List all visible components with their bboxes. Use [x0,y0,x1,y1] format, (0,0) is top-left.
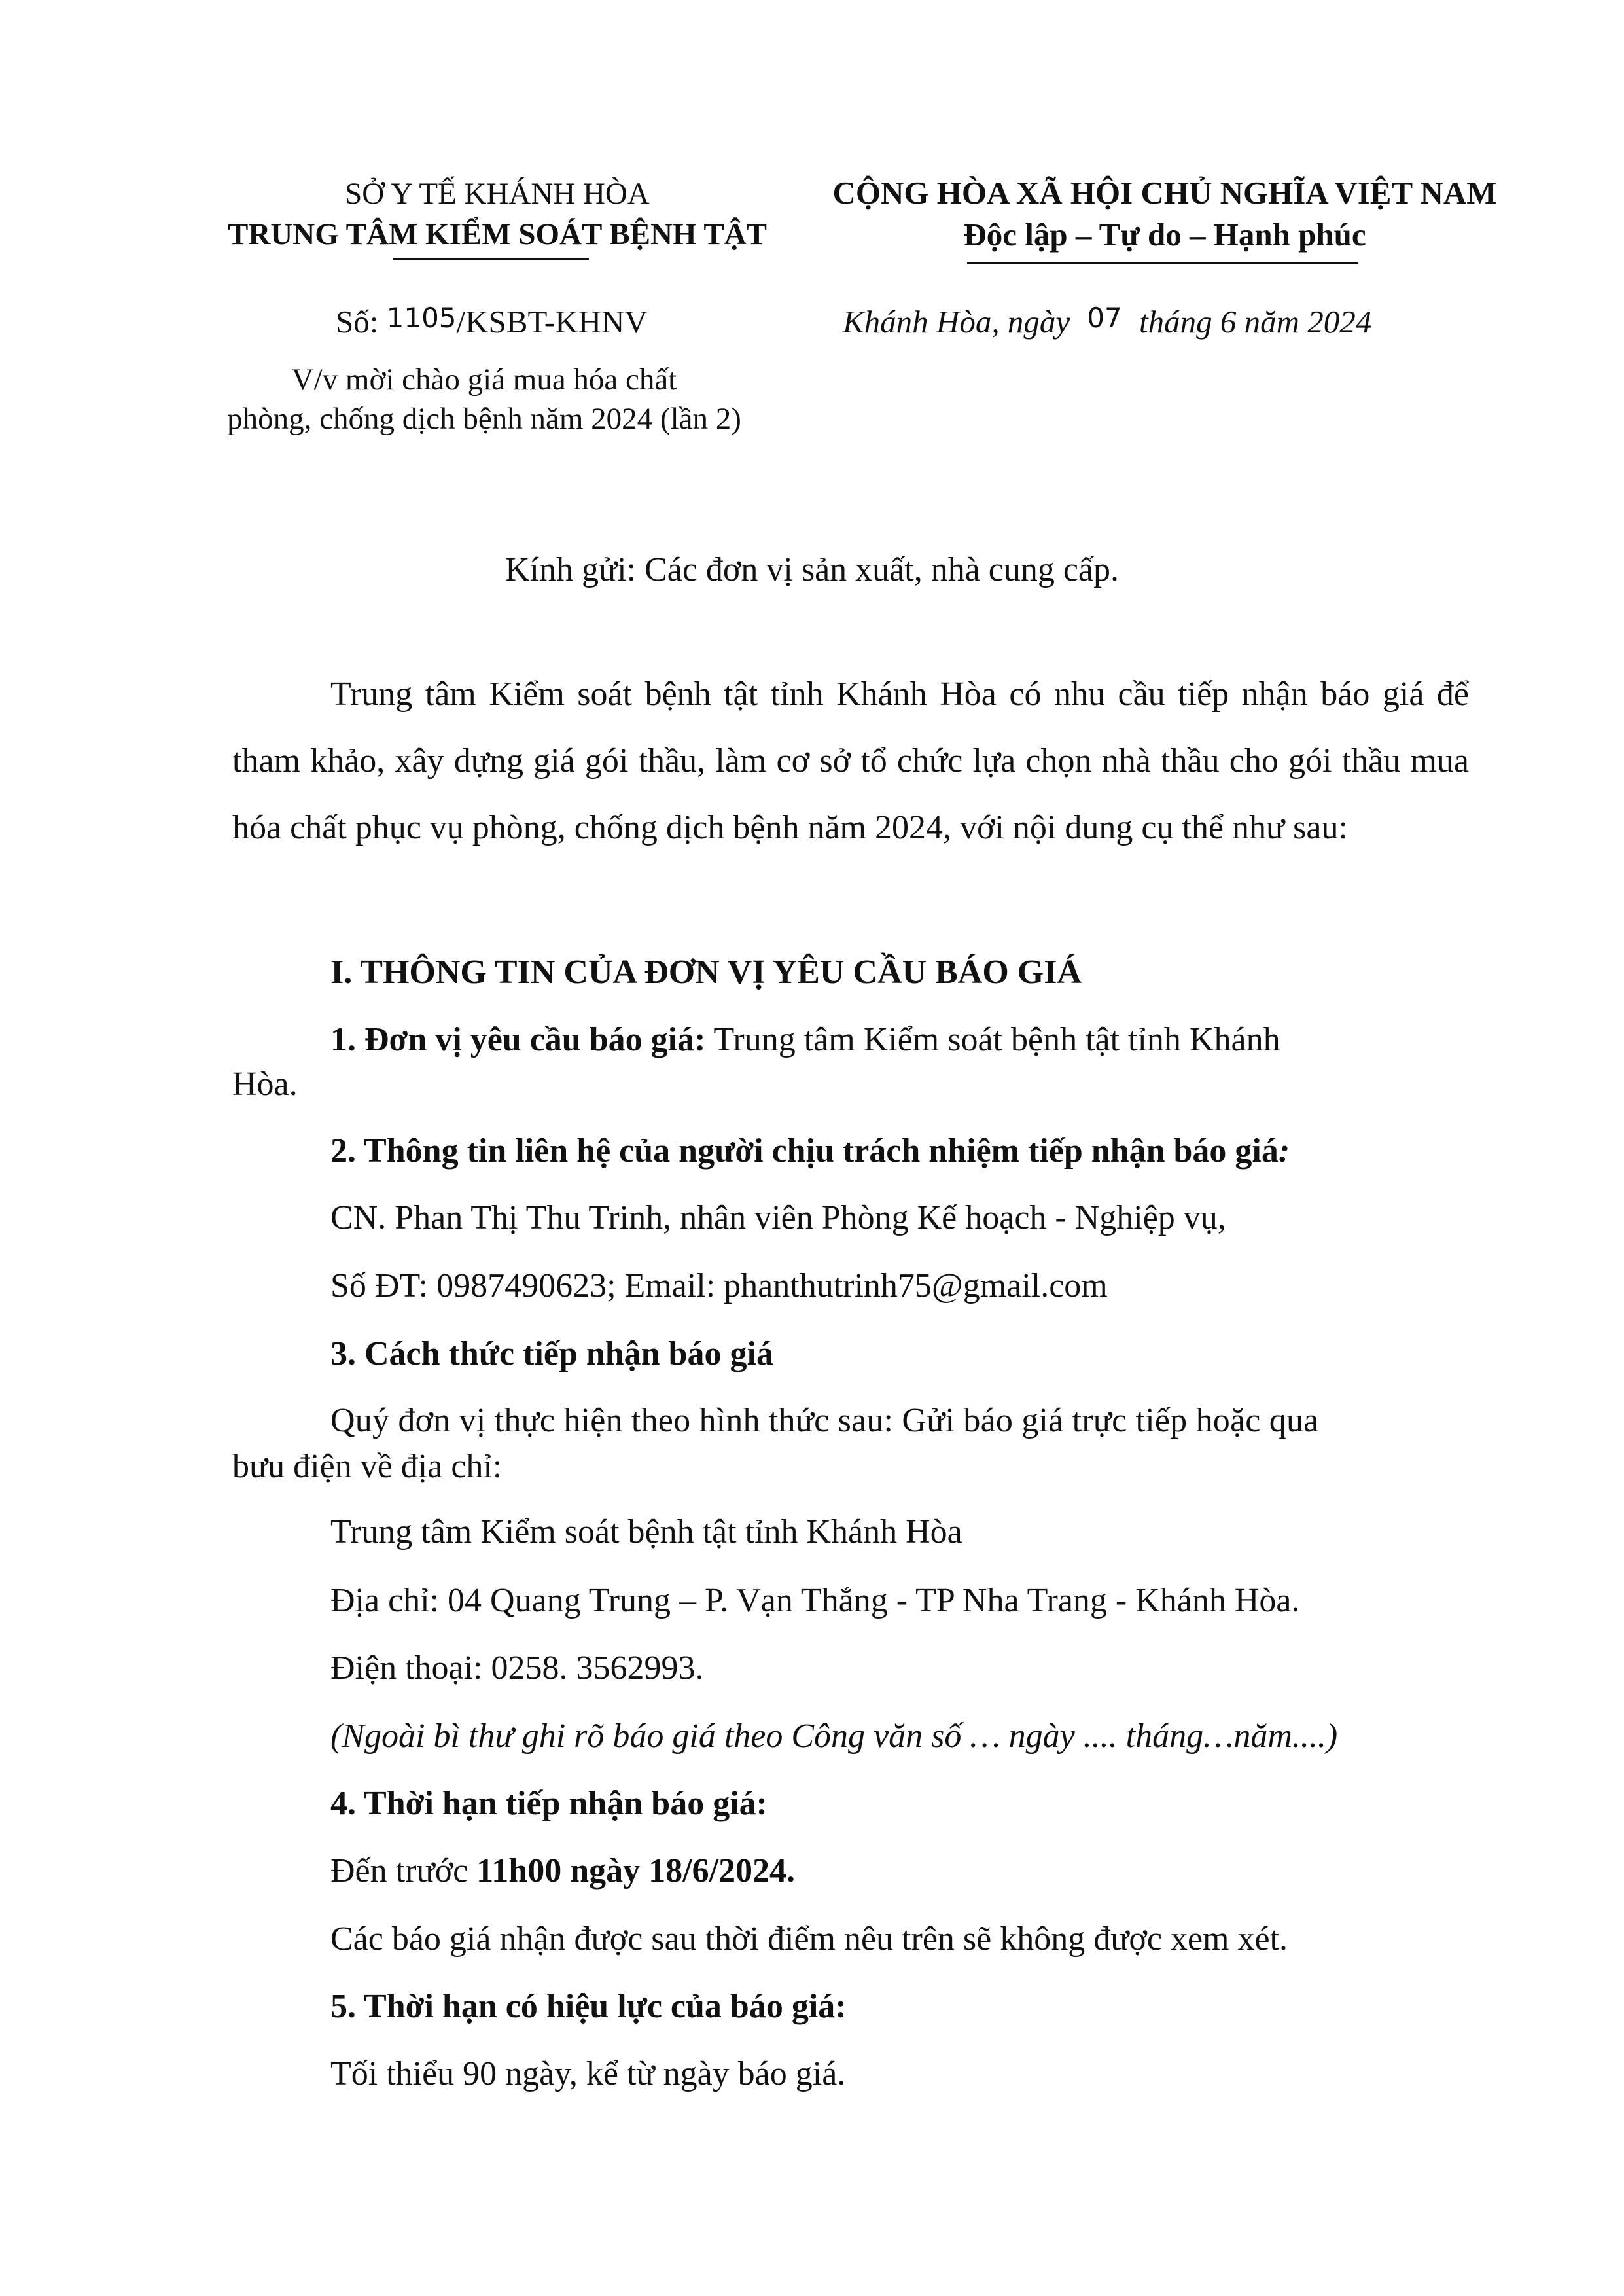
date-prefix: Khánh Hòa, ngày [843,304,1070,340]
motto-underline [967,262,1358,264]
subject-line-1: V/v mời chào giá mua hóa chất [291,363,677,397]
item-5-value: Tối thiểu 90 ngày, kể từ ngày báo giá. [330,2055,846,2092]
item-1-label: 1. Đơn vị yêu cầu báo giá: [330,1021,706,1058]
document-number-prefix: Số: [336,304,379,340]
item-2 [330,1131,1290,1172]
document-number [336,303,648,342]
item-2-contact: Số ĐT: 0987490623; Email: phanthutrinh75@gmail.com [330,1267,1108,1304]
document-number-suffix: /KSBT-KHNV [456,304,648,340]
item-1-value: Trung tâm Kiểm soát bệnh tật tỉnh Khánh [713,1021,1280,1058]
subject-line-2: phòng, chống dịch bệnh năm 2024 (lần 2) [227,402,741,436]
item-4-deadline-prefix: Đến trước [330,1852,468,1890]
item-2-colon: : [1278,1132,1290,1170]
item-1-value-continued: Hòa. [232,1066,298,1103]
country-name: CỘNG HÒA XÃ HỘI CHỦ NGHĨA VIỆT NAM [832,175,1497,211]
item-2-person: CN. Phan Thị Thu Trinh, nhân viên Phòng Kế hoạch - Nghiệp vụ, [330,1199,1226,1236]
item-3-organization: Trung tâm Kiểm soát bệnh tật tỉnh Khánh Hòa [330,1513,962,1551]
date-day: 07 [1087,302,1122,334]
section-1-title: I. THÔNG TIN CỦA ĐƠN VỊ YÊU CẦU BÁO GIÁ [330,954,1082,991]
intro-paragraph: Trung tâm Kiểm soát bệnh tật tỉnh Khánh Hòa có nhu cầu tiếp nhận báo giá để tham khảo, xây dựng giá gói thầu, làm cơ sở tổ chức lựa chọn nhà thầu cho gói thầu mua hóa chất phục vụ phòng, chống dịch bệnh năm 2024, với nội dung cụ thể như sau: [232,675,1469,846]
salutation: Kính gửi: Các đơn vị sản xuất, nhà cung cấp. [504,551,1120,588]
agency-name: TRUNG TÂM KIỂM SOÁT BỆNH TẬT [228,217,767,251]
national-motto: Độc lập – Tự do – Hạnh phúc [963,217,1366,253]
item-3-line-2: bưu điện về địa chỉ: [232,1448,503,1485]
item-4-deadline-value: 11h00 ngày 18/6/2024. [476,1852,796,1890]
item-2-label: 2. Thông tin liên hệ của người chịu trách nhiệm tiếp nhận báo giá [330,1132,1279,1170]
document-date [843,303,1371,342]
item-3-phone: Điện thoại: 0258. 3562993. [330,1649,704,1687]
date-suffix: tháng 6 năm 2024 [1139,304,1372,340]
item-1 [330,1020,1280,1060]
item-4-note: Các báo giá nhận được sau thời điểm nêu trên sẽ không được xem xét. [330,1920,1288,1958]
item-3-address: Địa chỉ: 04 Quang Trung – P. Vạn Thắng - TP Nha Trang - Khánh Hòa. [330,1582,1300,1619]
item-4-deadline [330,1851,795,1892]
item-5-label: 5. Thời hạn có hiệu lực của báo giá: [330,1988,847,2025]
item-4-label: 4. Thời hạn tiếp nhận báo giá: [330,1785,768,1822]
agency-parent: SỞ Y TẾ KHÁNH HÒA [345,177,650,211]
item-3-line-1: Quý đơn vị thực hiện theo hình thức sau: Gửi báo giá trực tiếp hoặc qua [330,1402,1319,1439]
document-number-value: 1105 [386,302,457,334]
agency-underline [393,258,589,260]
item-3-label: 3. Cách thức tiếp nhận báo giá [330,1335,773,1372]
item-3-envelope-note: (Ngoài bì thư ghi rõ báo giá theo Công văn số … ngày .... tháng…năm....) [330,1717,1338,1755]
